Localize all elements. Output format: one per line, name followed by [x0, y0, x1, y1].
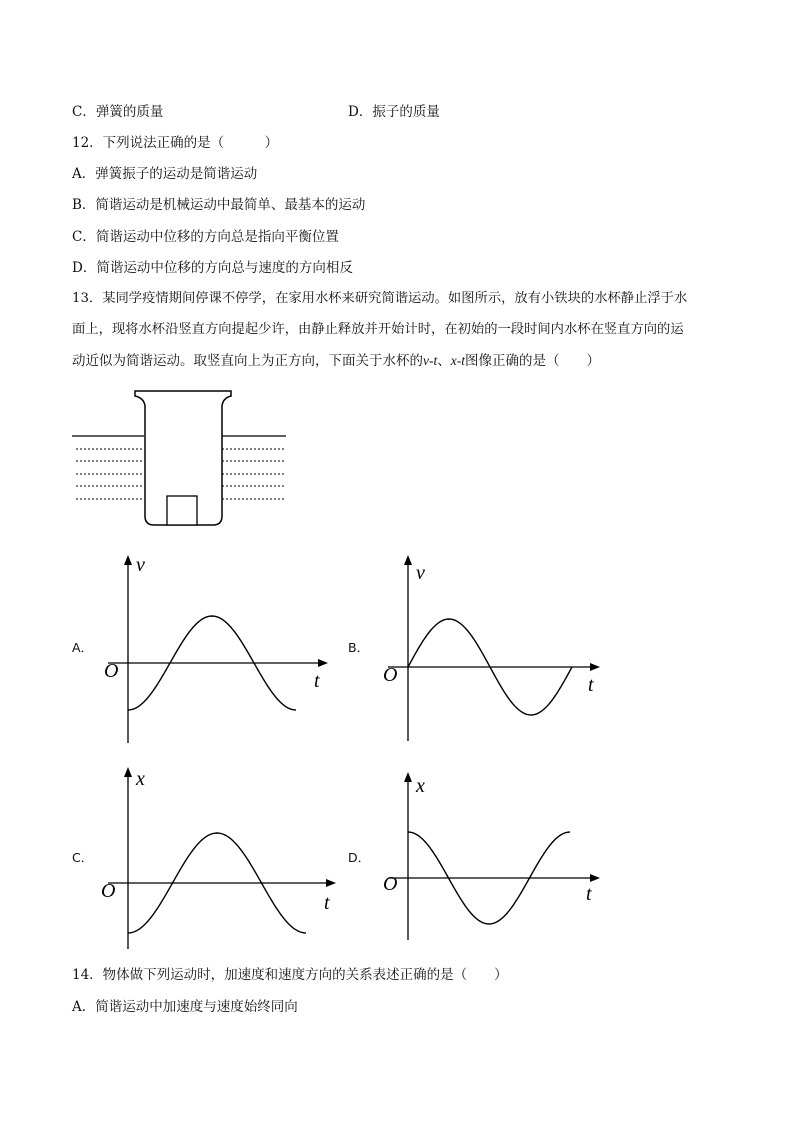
graph-c-y-arrow — [124, 767, 132, 777]
q12-option-d: D．简谐运动中位移的方向总与速度的方向相反 — [72, 260, 353, 276]
graph-c-label: C． — [72, 850, 94, 865]
graph-d-y-arrow — [404, 772, 412, 782]
graph-c-y-label: x — [136, 768, 145, 790]
graph-a-label: A． — [72, 640, 94, 655]
graph-a-x-label: t — [314, 670, 320, 692]
q13-stem-line3 — [72, 351, 600, 371]
q13-sep: 、 — [437, 353, 451, 369]
graph-b-x-arrow — [590, 663, 600, 671]
q13-stem-line3-post: 图像正确的是（ ） — [465, 353, 600, 369]
q13-vt-label: v-t — [423, 353, 438, 368]
graph-a-y-label: v — [136, 554, 145, 576]
graph-a-x-arrow — [318, 659, 328, 667]
graph-d-origin: O — [383, 873, 398, 895]
graph-a — [96, 553, 336, 748]
graph-d-x-arrow — [590, 874, 600, 882]
graph-d — [376, 770, 606, 945]
q14-option-a: A．简谐运动中加速度与速度始终同向 — [72, 999, 298, 1015]
q13-xt-label: x-t — [450, 353, 465, 368]
graph-c-x-arrow — [326, 879, 336, 887]
graph-d-y-label: x — [416, 775, 425, 797]
iron-block — [167, 496, 197, 525]
q12-option-a: A．弹簧振子的运动是简谐运动 — [72, 166, 258, 182]
graph-d-x-label: t — [586, 883, 592, 905]
graph-b-label: B． — [348, 640, 370, 655]
cup-figure — [72, 388, 292, 533]
q11-option-c: C．弹簧的质量 — [72, 104, 164, 120]
graph-c-origin: O — [101, 880, 116, 902]
graph-d-label: D． — [348, 850, 371, 865]
q12-stem: 12．下列说法正确的是（ ） — [72, 135, 279, 151]
graph-b-y-arrow — [404, 555, 412, 565]
graph-b-x-label: t — [588, 674, 594, 696]
graph-a-origin: O — [104, 660, 119, 682]
graph-a-y-arrow — [124, 555, 132, 565]
q14-stem: 14．物体做下列运动时，加速度和速度方向的关系表述正确的是（ ） — [72, 967, 508, 983]
q13-stem-line1: 13．某同学疫情期间停课不停学，在家用水杯来研究简谐运动。如图所示，放有小铁块的水杯静止浮于水 — [72, 291, 688, 306]
graph-b — [376, 553, 606, 748]
q12-option-b: B．简谐运动是机械运动中最简单、最基本的运动 — [72, 197, 366, 213]
graph-b-y-label: v — [416, 562, 425, 584]
graph-b-origin: O — [383, 664, 398, 686]
q12-option-c: C．简谐运动中位移的方向总是指向平衡位置 — [72, 229, 339, 245]
q11-option-d: D．振子的质量 — [348, 104, 440, 120]
graph-c — [96, 763, 346, 953]
graph-c-x-label: t — [324, 892, 330, 914]
q13-stem-line2: 面上，现将水杯沿竖直方向提起少许，由静止释放并开始计时，在初始的一段时间内水杯在竖直方向的运 — [72, 322, 684, 337]
q13-stem-line3-pre: 动近似为简谐运动。取竖直向上为正方向，下面关于水杯的 — [72, 353, 423, 369]
